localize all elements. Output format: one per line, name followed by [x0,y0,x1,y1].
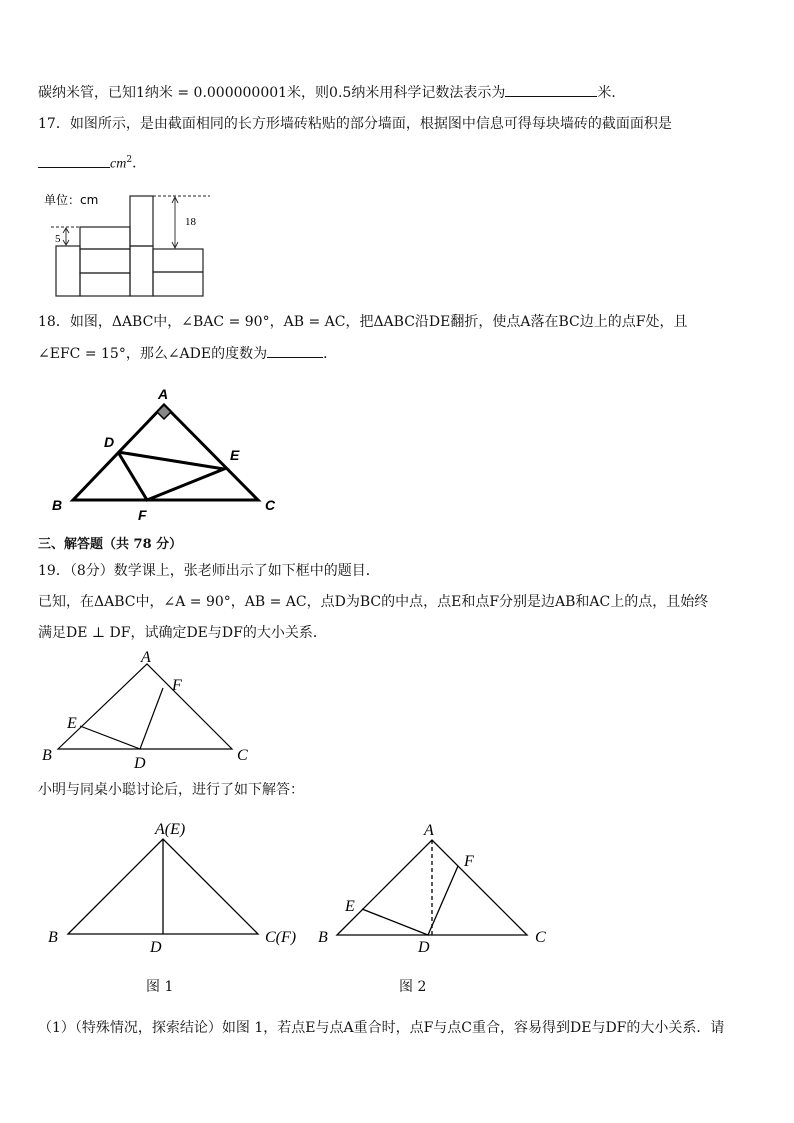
label-C-F: C(F) [265,929,297,946]
brick [80,227,130,249]
label-A: A [141,649,151,666]
brick [153,249,203,272]
segments-de-df [80,688,163,749]
q18-text2-end: ． [323,346,338,362]
brick [80,249,130,273]
label-F: F [464,853,474,870]
label-B: B [42,747,52,764]
triangle-abc [58,664,232,749]
triangle-abc [337,840,527,935]
wall-bricks [56,196,203,296]
q18-line2 [38,343,337,364]
fold-triangle-def [118,452,224,500]
label-B: B [318,929,328,946]
figure-1-caption: 图 1 [146,979,174,995]
q19-part1: （1）（特殊情况，探索结论）如图 1，若点E与点A重合时，点F与点C重合，容易得到DE与DF的大小关系．请 [38,1020,725,1036]
q16-text: 碳纳米管，已知1纳米 = 0.000000001米，则0.5纳米用科学记数法表示为 [38,85,506,101]
label-F: F [172,677,182,694]
triangle-abc [73,405,258,500]
label-C: C [535,929,546,946]
section3-title: 三、解答题（共 78 分） [38,537,183,552]
label-E: E [230,447,240,463]
q18-text: 如图，ΔABC中，∠BAC = 90°，AB = AC，把ΔABC沿DE翻折，使点A落在BC边上的点F处，且 [69,314,688,330]
q18-answer-blank[interactable] [267,343,323,358]
q19-problem-line1: 已知，在ΔABC中，∠A = 90°，AB = AC，点D为BC的中点，点E和点F分别是边AB和AC上的点，且始终 [38,594,709,610]
label-C: C [265,497,276,513]
q19-header: 19．（8分）数学课上，张老师出示了如下框中的题目． [38,563,380,579]
brick [130,196,153,246]
q17-answer-blank[interactable] [38,153,110,168]
q18-line1 [38,312,687,332]
label-B: B [48,929,58,946]
q17-period: ． [132,155,147,172]
q18-text2: ∠EFC = 15°，那么∠ADE的度数为 [38,346,268,362]
q17-line1 [38,114,672,134]
label-E: E [67,715,77,732]
brick [153,272,203,296]
right-angle-mark [157,405,171,419]
q17-unit: cm [110,156,127,172]
label-D: D [418,939,430,956]
q16-answer-blank[interactable] [505,82,597,97]
label-C: C [237,747,248,764]
label-A: A [424,822,434,839]
brick [130,246,153,296]
q19-discussion: 小明与同桌小聪讨论后，进行了如下解答： [38,782,304,798]
triangle-abc [68,839,258,934]
label-A-E: A(E) [155,821,186,838]
q17-unit-label: 单位：cm [44,193,99,207]
label-B: B [52,497,63,513]
brick [56,246,80,296]
label-E: E [345,898,355,915]
dim-18-label: 18 [185,216,196,228]
label-D: D [104,434,115,450]
q18-number: 18． [38,314,70,330]
label-D: D [150,939,162,956]
q17-number: 17． [38,116,70,132]
q16-tail-line [38,82,625,103]
label-F: F [138,507,147,523]
label-D: D [134,755,146,772]
q19-problem-line2: 满足DE ⊥ DF，试确定DE与DF的大小关系． [38,625,327,641]
q17-unit-exp: 2 [126,155,133,165]
q17-line2 [38,150,146,175]
brick [80,273,130,296]
dim-5-label: 5 [55,233,61,245]
label-A: A [158,386,169,402]
segments-de-df [362,866,458,935]
q17-text: 如图所示，是由截面相同的长方形墙砖粘贴的部分墙面，根据图中信息可得每块墙砖的截面面积是 [69,116,672,132]
figure-2-caption: 图 2 [399,979,427,995]
dimension-marks [51,196,210,248]
q16-text-end: 米． [597,85,626,101]
